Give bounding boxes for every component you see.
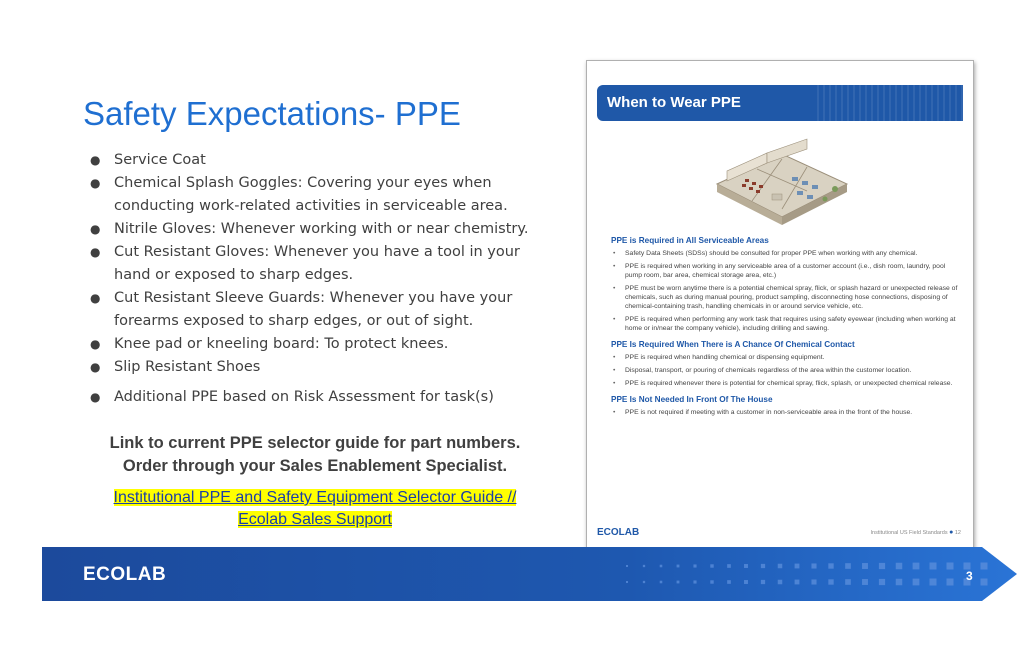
slide-title: Safety Expectations- PPE [83, 95, 461, 132]
bullet-icon: ● [90, 390, 101, 404]
section-heading: PPE Is Required When There is A Chance Of Chemical Contact [611, 340, 855, 349]
list-item: • PPE is required when performing any work task that requires using safety eyewear (including when working at home or in/near the company vehicle), including drilling and sawing. [611, 315, 961, 333]
building-cutaway-illustration [697, 129, 867, 229]
document-footer-logo: ECOLAB [597, 527, 640, 538]
list-item: ● Chemical Splash Goggles: Covering your eyes when conducting work-related activities in serviceable area. [88, 172, 538, 218]
list-item: ● Cut Resistant Sleeve Guards: Whenever you have your forearms exposed to sharp edges, or out of sight. [88, 287, 538, 333]
section-heading: PPE is Required in All Serviceable Areas [611, 236, 769, 245]
page-number: 3 [966, 569, 973, 583]
note-line-2: Order through your Sales Enablement Specialist. [122, 457, 508, 475]
selector-guide-link[interactable]: Institutional PPE and Safety Equipment Selector Guide // [113, 489, 517, 506]
bullet-icon: ● [90, 153, 101, 167]
document-footer-page: 12 [954, 530, 961, 536]
list-item: ● Slip Resistant Shoes [88, 356, 538, 379]
list-item: ● Nitrile Gloves: Whenever working with or near chemistry. [88, 218, 538, 241]
selector-guide-note [60, 432, 570, 478]
bullet-icon: ● [90, 176, 101, 190]
note-line-1: Link to current PPE selector guide for part numbers. [109, 434, 521, 452]
document-body [611, 235, 961, 423]
when-to-wear-ppe-document [586, 60, 974, 550]
footer-band [42, 547, 1017, 601]
list-item: ● Additional PPE based on Risk Assessment for task(s) [88, 386, 538, 409]
bullet-icon: ● [90, 291, 101, 305]
bullet-icon: ● [90, 222, 101, 236]
list-item: • PPE must be worn anytime there is a potential chemical spray, flick, or splash hazard or unexpected release of chemicals, such as during manual pouring, product sampling, disconnecting hose connections, disposing of chemical-containing trash, handling chemicals in or around service vehicle, etc. [611, 284, 961, 311]
bullet-icon: ● [90, 337, 101, 351]
ppe-bullet-list [88, 149, 538, 409]
list-item: • PPE is required when handling chemical or dispensing equipment. [611, 353, 961, 362]
document-footer-text: Institutional US Field Standards [870, 530, 948, 536]
circle-icon: ● [949, 529, 954, 536]
list-item: ● Cut Resistant Gloves: Whenever you have a tool in your hand or exposed to sharp edges. [88, 241, 538, 287]
document-title: When to Wear PPE [607, 94, 741, 111]
document-footer-info [871, 529, 961, 536]
sales-support-link[interactable]: Ecolab Sales Support [238, 511, 392, 528]
ecolab-logo: ECOLAB [83, 564, 167, 585]
list-item: • Disposal, transport, or pouring of chemicals regardless of the area within the customer location. [611, 366, 961, 375]
bullet-icon: ● [90, 360, 101, 374]
list-item: • PPE is required when working in any serviceable area of a customer account (i.e., dish room, laundry, pool pump room, bar area, chemical storage area, etc.) [611, 262, 961, 280]
list-item: ● Service Coat [88, 149, 538, 172]
section-heading: PPE Is Not Needed In Front Of The House [611, 395, 773, 404]
document-header [597, 85, 963, 121]
list-item: • PPE is not required if meeting with a customer in non-serviceable area in the front of the house. [611, 408, 961, 417]
list-item: ● Knee pad or kneeling board: To protect knees. [88, 333, 538, 356]
list-item: • PPE is required whenever there is potential for chemical spray, flick, splash, or unexpected chemical release. [611, 379, 961, 388]
selector-guide-link-block [60, 487, 570, 531]
bullet-icon: ● [90, 245, 101, 259]
list-item: • Safety Data Sheets (SDSs) should be consulted for proper PPE when working with any chemical. [611, 249, 961, 258]
